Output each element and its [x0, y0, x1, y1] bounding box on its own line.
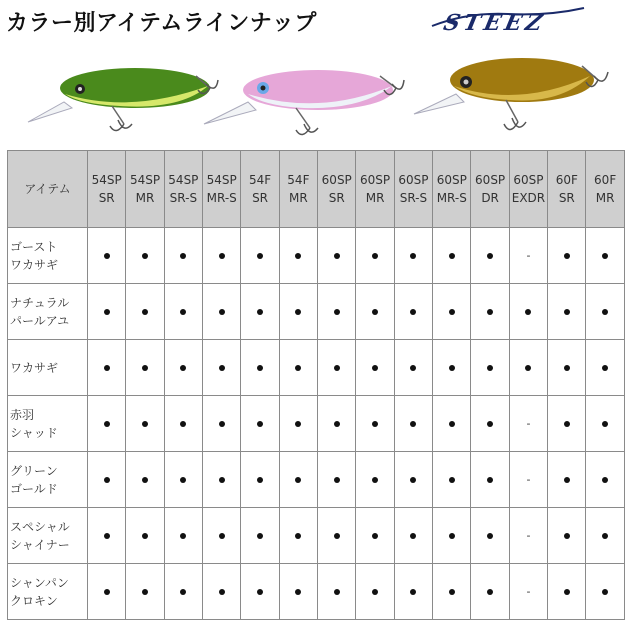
available-dot-icon	[372, 477, 378, 483]
column-header-line: MR-S	[436, 191, 467, 205]
available-dot-icon	[602, 253, 608, 259]
column-header-line: SR	[98, 191, 115, 205]
available-dot-icon	[602, 589, 608, 595]
available-dot-icon	[295, 421, 301, 427]
availability-cell	[241, 396, 279, 452]
page-title: カラー別アイテムラインナップ	[6, 11, 317, 36]
availability-cell	[394, 564, 432, 620]
availability-cell	[471, 452, 509, 508]
available-dot-icon	[449, 253, 455, 259]
column-header-line: SR-S	[399, 191, 428, 205]
column-header-line: 54SP	[206, 173, 237, 187]
available-dot-icon	[295, 477, 301, 483]
available-dot-icon	[410, 421, 416, 427]
availability-cell	[356, 564, 394, 620]
available-dot-icon	[142, 421, 148, 427]
availability-cell	[586, 452, 624, 508]
available-dot-icon	[410, 253, 416, 259]
column-header	[203, 151, 241, 228]
column-header	[126, 151, 164, 228]
column-header-line: 60SP	[475, 173, 506, 187]
available-dot-icon	[334, 365, 340, 371]
logo-text: STEEZ	[441, 10, 549, 36]
available-dot-icon	[257, 477, 263, 483]
column-header-line: SR-S	[169, 191, 198, 205]
availability-cell	[509, 340, 547, 396]
availability-cell	[164, 452, 202, 508]
availability-cell	[88, 564, 126, 620]
table-row	[8, 396, 625, 452]
availability-cell	[126, 508, 164, 564]
color-name-line: クロキン	[10, 593, 58, 608]
availability-cell	[356, 284, 394, 340]
available-dot-icon	[410, 365, 416, 371]
availability-cell	[88, 340, 126, 396]
column-header-line: 60F	[594, 173, 617, 187]
item-column-header: アイテム	[8, 151, 88, 228]
column-header-line: 60SP	[398, 173, 429, 187]
availability-cell	[126, 284, 164, 340]
availability-cell	[586, 564, 624, 620]
column-header	[394, 151, 432, 228]
table-row	[8, 564, 625, 620]
availability-cell	[548, 284, 586, 340]
column-header-line: MR	[289, 191, 308, 205]
column-header	[88, 151, 126, 228]
availability-cell	[318, 340, 356, 396]
color-name-line: ゴースト	[10, 239, 58, 254]
availability-cell	[126, 396, 164, 452]
availability-cell	[88, 284, 126, 340]
header-row	[8, 151, 625, 228]
availability-cell	[394, 284, 432, 340]
column-header	[433, 151, 471, 228]
availability-cell	[509, 228, 547, 284]
color-name-line: ワカサギ	[10, 257, 59, 272]
available-dot-icon	[104, 589, 110, 595]
available-dot-icon	[449, 365, 455, 371]
availability-cell	[433, 340, 471, 396]
available-dot-icon	[602, 365, 608, 371]
availability-cell	[203, 508, 241, 564]
column-header	[548, 151, 586, 228]
available-dot-icon	[372, 253, 378, 259]
available-dot-icon	[487, 421, 493, 427]
availability-cell	[318, 396, 356, 452]
color-name	[8, 452, 88, 508]
color-name	[8, 396, 88, 452]
available-dot-icon	[564, 365, 570, 371]
availability-cell	[318, 284, 356, 340]
available-dot-icon	[257, 589, 263, 595]
available-dot-icon	[104, 253, 110, 259]
availability-cell	[356, 396, 394, 452]
availability-cell	[471, 508, 509, 564]
availability-cell	[279, 452, 317, 508]
availability-cell	[241, 508, 279, 564]
column-header	[279, 151, 317, 228]
available-dot-icon	[295, 533, 301, 539]
unavailable-mark: -	[526, 417, 531, 430]
available-dot-icon	[142, 309, 148, 315]
availability-cell	[279, 340, 317, 396]
available-dot-icon	[104, 421, 110, 427]
availability-cell	[509, 396, 547, 452]
availability-cell	[318, 452, 356, 508]
availability-cell	[318, 564, 356, 620]
column-header-line: 60SP	[321, 173, 352, 187]
availability-cell	[471, 396, 509, 452]
column-header-line: 54SP	[91, 173, 122, 187]
availability-cell	[164, 228, 202, 284]
available-dot-icon	[564, 421, 570, 427]
availability-cell	[88, 452, 126, 508]
availability-cell	[241, 284, 279, 340]
availability-cell	[548, 508, 586, 564]
availability-cell	[241, 340, 279, 396]
available-dot-icon	[525, 365, 531, 371]
column-header-line: DR	[481, 191, 499, 205]
available-dot-icon	[564, 589, 570, 595]
available-dot-icon	[602, 421, 608, 427]
available-dot-icon	[142, 477, 148, 483]
unavailable-mark: -	[526, 585, 531, 598]
availability-cell	[433, 284, 471, 340]
availability-cell	[241, 452, 279, 508]
availability-cell	[126, 340, 164, 396]
availability-cell	[203, 452, 241, 508]
color-name-line: 赤羽	[10, 407, 35, 422]
unavailable-mark: -	[526, 529, 531, 542]
column-header-line: MR-S	[206, 191, 237, 205]
column-header-line: 60SP	[360, 173, 391, 187]
availability-cell	[509, 508, 547, 564]
availability-cell	[356, 228, 394, 284]
availability-cell	[548, 228, 586, 284]
availability-cell	[548, 396, 586, 452]
available-dot-icon	[410, 309, 416, 315]
available-dot-icon	[410, 589, 416, 595]
column-header	[471, 151, 509, 228]
available-dot-icon	[219, 589, 225, 595]
available-dot-icon	[180, 421, 186, 427]
unavailable-mark: -	[526, 249, 531, 262]
color-name-line: ナチュラル	[10, 295, 70, 310]
availability-cell	[471, 564, 509, 620]
availability-cell	[279, 228, 317, 284]
availability-cell	[279, 396, 317, 452]
available-dot-icon	[487, 589, 493, 595]
column-header	[509, 151, 547, 228]
available-dot-icon	[257, 253, 263, 259]
available-dot-icon	[142, 533, 148, 539]
available-dot-icon	[219, 533, 225, 539]
color-name	[8, 564, 88, 620]
unavailable-mark: -	[526, 473, 531, 486]
availability-cell	[471, 340, 509, 396]
availability-cell	[318, 228, 356, 284]
available-dot-icon	[564, 253, 570, 259]
available-dot-icon	[180, 589, 186, 595]
available-dot-icon	[334, 533, 340, 539]
color-name	[8, 228, 88, 284]
availability-cell	[548, 340, 586, 396]
pink-lure-image	[200, 62, 410, 142]
available-dot-icon	[372, 365, 378, 371]
available-dot-icon	[295, 309, 301, 315]
column-header-line: 54SP	[129, 173, 161, 187]
available-dot-icon	[449, 533, 455, 539]
available-dot-icon	[180, 533, 186, 539]
availability-cell	[586, 340, 624, 396]
available-dot-icon	[449, 477, 455, 483]
available-dot-icon	[142, 365, 148, 371]
table-row	[8, 228, 625, 284]
available-dot-icon	[142, 253, 148, 259]
availability-cell	[433, 564, 471, 620]
available-dot-icon	[487, 533, 493, 539]
availability-cell	[164, 564, 202, 620]
available-dot-icon	[180, 309, 186, 315]
color-name-line: グリーン	[10, 463, 58, 478]
available-dot-icon	[602, 533, 608, 539]
available-dot-icon	[564, 477, 570, 483]
availability-cell	[241, 228, 279, 284]
availability-cell	[203, 396, 241, 452]
availability-cell	[471, 284, 509, 340]
available-dot-icon	[449, 421, 455, 427]
table-row	[8, 508, 625, 564]
available-dot-icon	[334, 589, 340, 595]
availability-cell	[88, 228, 126, 284]
availability-cell	[433, 396, 471, 452]
availability-cell	[88, 396, 126, 452]
available-dot-icon	[104, 477, 110, 483]
available-dot-icon	[602, 477, 608, 483]
column-header	[356, 151, 394, 228]
available-dot-icon	[487, 365, 493, 371]
available-dot-icon	[219, 253, 225, 259]
available-dot-icon	[602, 309, 608, 315]
availability-cell	[509, 452, 547, 508]
color-name-line: パールアユ	[10, 313, 70, 328]
column-header-line: 54SP	[168, 173, 199, 187]
column-header-line: MR	[595, 191, 615, 205]
availability-cell	[509, 564, 547, 620]
availability-cell	[394, 340, 432, 396]
column-header	[318, 151, 356, 228]
availability-cell	[586, 396, 624, 452]
available-dot-icon	[449, 309, 455, 315]
available-dot-icon	[487, 309, 493, 315]
available-dot-icon	[257, 421, 263, 427]
availability-cell	[586, 508, 624, 564]
available-dot-icon	[257, 309, 263, 315]
available-dot-icon	[180, 365, 186, 371]
color-name	[8, 340, 88, 396]
steez-logo	[428, 4, 588, 36]
availability-cell	[433, 228, 471, 284]
available-dot-icon	[449, 589, 455, 595]
column-header-line: 60SP	[436, 173, 467, 187]
color-name-line: シャッド	[10, 425, 58, 440]
availability-cell	[394, 396, 432, 452]
column-header-line: 60F	[555, 173, 578, 187]
availability-cell	[586, 228, 624, 284]
availability-cell	[394, 228, 432, 284]
available-dot-icon	[295, 589, 301, 595]
available-dot-icon	[410, 533, 416, 539]
column-header	[586, 151, 624, 228]
available-dot-icon	[219, 477, 225, 483]
available-dot-icon	[257, 365, 263, 371]
availability-cell	[548, 564, 586, 620]
availability-cell	[509, 284, 547, 340]
available-dot-icon	[295, 365, 301, 371]
availability-cell	[164, 508, 202, 564]
column-header-line: SR	[558, 191, 575, 205]
lineup-table-container	[7, 150, 624, 620]
column-header-line: SR	[328, 191, 345, 205]
available-dot-icon	[104, 533, 110, 539]
color-name	[8, 284, 88, 340]
availability-cell	[586, 284, 624, 340]
color-name-line: シャイナー	[10, 537, 70, 552]
column-header-line: 60SP	[513, 173, 544, 187]
color-name-line: ゴールド	[10, 481, 58, 496]
available-dot-icon	[372, 533, 378, 539]
available-dot-icon	[334, 421, 340, 427]
available-dot-icon	[142, 589, 148, 595]
available-dot-icon	[219, 421, 225, 427]
availability-cell	[203, 228, 241, 284]
available-dot-icon	[410, 477, 416, 483]
available-dot-icon	[487, 477, 493, 483]
table-row	[8, 284, 625, 340]
gold-lure-image	[410, 48, 620, 140]
available-dot-icon	[257, 533, 263, 539]
available-dot-icon	[219, 365, 225, 371]
availability-cell	[356, 452, 394, 508]
availability-cell	[126, 228, 164, 284]
available-dot-icon	[334, 309, 340, 315]
available-dot-icon	[525, 309, 531, 315]
available-dot-icon	[487, 253, 493, 259]
color-name-line: シャンパン	[10, 575, 69, 590]
availability-cell	[548, 452, 586, 508]
availability-cell	[279, 508, 317, 564]
table-row	[8, 340, 625, 396]
column-header-line: 54F	[287, 173, 310, 187]
available-dot-icon	[219, 309, 225, 315]
available-dot-icon	[104, 309, 110, 315]
available-dot-icon	[180, 477, 186, 483]
availability-cell	[88, 508, 126, 564]
availability-cell	[279, 284, 317, 340]
availability-cell	[164, 396, 202, 452]
availability-cell	[318, 508, 356, 564]
lineup-table	[7, 150, 625, 620]
available-dot-icon	[334, 253, 340, 259]
availability-cell	[394, 452, 432, 508]
availability-cell	[241, 564, 279, 620]
available-dot-icon	[104, 365, 110, 371]
availability-cell	[164, 284, 202, 340]
availability-cell	[433, 508, 471, 564]
column-header-line: EXDR	[511, 191, 546, 205]
table-row	[8, 452, 625, 508]
availability-cell	[203, 284, 241, 340]
color-name-line: スペシャル	[10, 519, 70, 534]
green-lure-image	[20, 58, 220, 138]
available-dot-icon	[564, 309, 570, 315]
availability-cell	[279, 564, 317, 620]
column-header-line: MR	[365, 191, 385, 205]
availability-cell	[126, 564, 164, 620]
available-dot-icon	[564, 533, 570, 539]
column-header	[241, 151, 279, 228]
available-dot-icon	[180, 253, 186, 259]
availability-cell	[471, 228, 509, 284]
available-dot-icon	[372, 421, 378, 427]
available-dot-icon	[295, 253, 301, 259]
column-header	[164, 151, 202, 228]
color-name	[8, 508, 88, 564]
color-name-line: ワカサギ	[10, 360, 59, 375]
table-body	[8, 228, 625, 620]
availability-cell	[394, 508, 432, 564]
availability-cell	[164, 340, 202, 396]
availability-cell	[433, 452, 471, 508]
column-header-line: MR	[135, 191, 155, 205]
availability-cell	[203, 340, 241, 396]
column-header-line: SR	[252, 191, 269, 205]
available-dot-icon	[372, 309, 378, 315]
available-dot-icon	[372, 589, 378, 595]
availability-cell	[126, 452, 164, 508]
column-header-line: 54F	[248, 173, 272, 187]
availability-cell	[356, 340, 394, 396]
availability-cell	[356, 508, 394, 564]
available-dot-icon	[334, 477, 340, 483]
availability-cell	[203, 564, 241, 620]
